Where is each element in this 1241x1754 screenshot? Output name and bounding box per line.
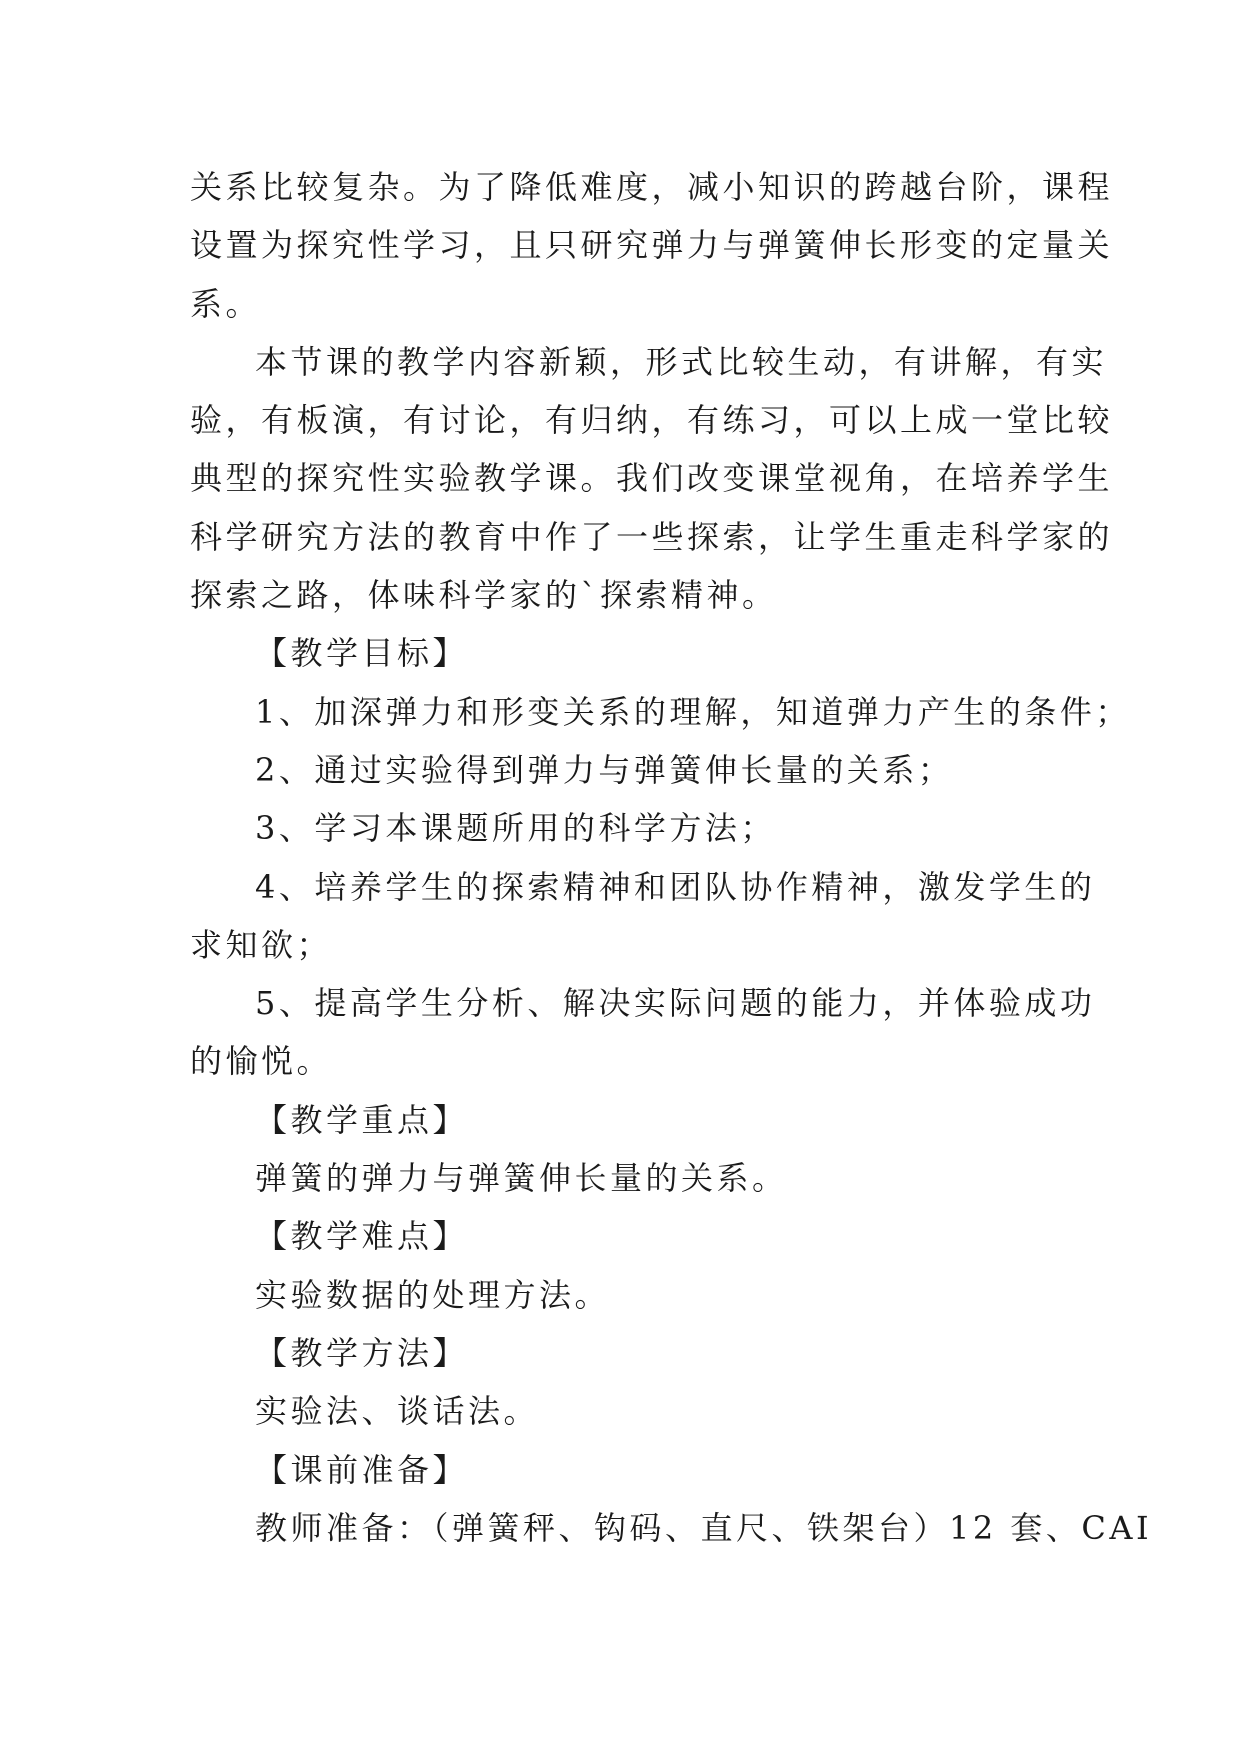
objective-item-continuation: 求知欲； xyxy=(190,925,333,964)
paragraph-line: 探索之路，体味科学家的`探索精神。 xyxy=(190,576,778,615)
section-heading-teaching-objectives: 【教学目标】 xyxy=(255,634,469,673)
paragraph-line: 科学研究方法的教育中作了一些探索，让学生重走科学家的 xyxy=(190,517,1114,556)
section-text: 实验法、谈话法。 xyxy=(255,1392,540,1431)
section-heading-difficulties: 【教学难点】 xyxy=(255,1217,469,1256)
document-body xyxy=(190,158,1153,1557)
section-text: 弹簧的弹力与弹簧伸长量的关系。 xyxy=(255,1159,788,1198)
objective-item: 4、培养学生的探索精神和团队协作精神，激发学生的 xyxy=(255,867,1096,906)
objective-item: 1、加深弹力和形变关系的理解，知道弹力产生的条件； xyxy=(255,692,1131,731)
paragraph-line: 设置为探究性学习，且只研究弹力与弹簧伸长形变的定量关 xyxy=(190,226,1114,265)
objective-item: 5、提高学生分析、解决实际问题的能力，并体验成功 xyxy=(255,984,1096,1023)
paragraph-line: 系。 xyxy=(190,284,262,323)
section-heading-key-points: 【教学重点】 xyxy=(255,1100,469,1139)
objective-item: 2、通过实验得到弹力与弹簧伸长量的关系； xyxy=(255,750,954,789)
section-heading-preparation: 【课前准备】 xyxy=(255,1450,469,1489)
objective-item-continuation: 的愉悦。 xyxy=(190,1042,333,1081)
paragraph-line: 典型的探究性实验教学课。我们改变课堂视角，在培养学生 xyxy=(190,459,1114,498)
paragraph-line: 关系比较复杂。为了降低难度，减小知识的跨越台阶，课程 xyxy=(190,168,1114,206)
objective-item: 3、学习本课题所用的科学方法； xyxy=(255,809,776,848)
section-text: 实验数据的处理方法。 xyxy=(255,1275,611,1314)
paragraph-line: 验，有板演，有讨论，有归纳，有练习，可以上成一堂比较 xyxy=(190,401,1114,440)
section-heading-methods: 【教学方法】 xyxy=(255,1333,469,1372)
section-text: 教师准备：（弹簧秤、钩码、直尺、铁架台）12 套、CAI xyxy=(255,1508,1153,1547)
paragraph-line: 本节课的教学内容新颖，形式比较生动，有讲解，有实 xyxy=(255,342,1108,381)
